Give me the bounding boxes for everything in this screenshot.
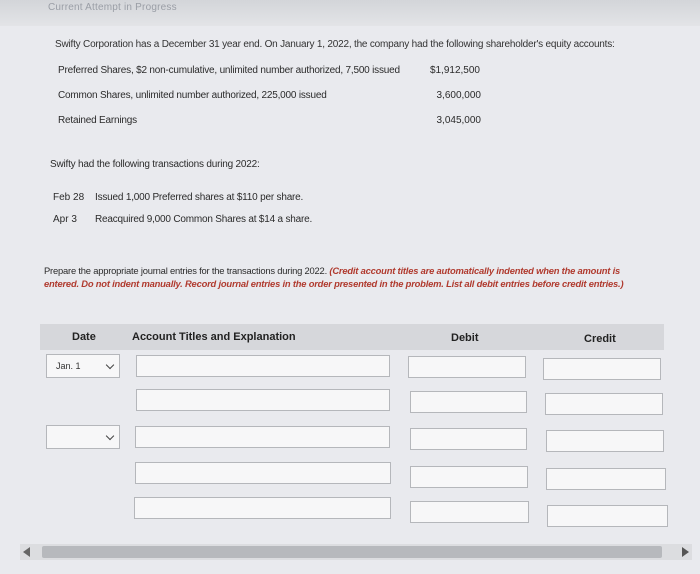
equity-label: Retained Earnings xyxy=(58,115,137,126)
account-title-input[interactable] xyxy=(135,462,391,484)
equity-row xyxy=(58,115,488,140)
column-header-account: Account Titles and Explanation xyxy=(132,331,296,343)
transaction-description: Issued 1,000 Preferred shares at $110 per share. xyxy=(95,192,304,203)
equity-amount: $1,912,500 xyxy=(429,65,480,76)
problem-intro: Swifty Corporation has a December 31 year end. On January 1, 2022, the company had the following shareholder's equity accounts: xyxy=(55,39,615,50)
equity-row xyxy=(58,90,488,115)
transaction-date: Feb 28 xyxy=(53,192,85,203)
date-select[interactable] xyxy=(46,354,120,378)
arrow-right-icon[interactable] xyxy=(682,547,689,557)
instructions-emphasis: (Credit account titles are automatically indented when the amount is entered. Do not indent manually. Record journal entries in the order presented in the problem. List all debit entries before credit entries.) xyxy=(44,265,624,289)
credit-input[interactable] xyxy=(545,393,663,415)
column-header-debit: Debit xyxy=(451,332,479,344)
debit-input[interactable] xyxy=(410,428,527,450)
attempt-status-text: Current Attempt in Progress xyxy=(48,2,177,13)
column-header-credit: Credit xyxy=(584,333,616,345)
attempt-status-bar xyxy=(0,0,700,26)
debit-input[interactable] xyxy=(410,501,529,523)
account-title-input[interactable] xyxy=(136,355,390,377)
instructions xyxy=(44,264,644,290)
column-header-date: Date xyxy=(72,331,96,343)
account-title-input[interactable] xyxy=(136,389,390,411)
transaction-row xyxy=(53,192,353,214)
debit-input[interactable] xyxy=(410,466,528,488)
account-title-input[interactable] xyxy=(134,497,391,519)
chevron-down-icon xyxy=(106,432,114,440)
debit-input[interactable] xyxy=(410,391,527,413)
date-select-value: Jan. 1 xyxy=(56,361,81,371)
equity-label: Preferred Shares, $2 non-cumulative, unlimited number authorized, 7,500 issued xyxy=(58,65,400,76)
equity-label: Common Shares, unlimited number authorized, 225,000 issued xyxy=(58,90,327,101)
equity-accounts xyxy=(58,65,488,140)
transaction-description: Reacquired 9,000 Common Shares at $14 a share. xyxy=(95,214,313,225)
credit-input[interactable] xyxy=(547,505,668,527)
credit-input[interactable] xyxy=(546,468,666,490)
instructions-text: Prepare the appropriate journal entries for the transactions during 2022. xyxy=(44,265,330,276)
transaction-row xyxy=(53,214,353,236)
debit-input[interactable] xyxy=(408,356,526,378)
transactions-intro: Swifty had the following transactions during 2022: xyxy=(50,159,260,170)
account-title-input[interactable] xyxy=(135,426,390,448)
transaction-date: Apr 3 xyxy=(53,214,77,225)
date-select[interactable] xyxy=(46,425,120,449)
equity-row xyxy=(58,65,488,90)
horizontal-scrollbar[interactable] xyxy=(20,544,692,560)
arrow-left-icon[interactable] xyxy=(23,547,30,557)
scrollbar-thumb[interactable] xyxy=(42,546,662,558)
equity-amount: 3,600,000 xyxy=(436,90,481,101)
equity-amount: 3,045,000 xyxy=(436,115,481,126)
transactions-list xyxy=(53,192,353,236)
journal-header xyxy=(40,324,664,350)
chevron-down-icon xyxy=(106,361,114,369)
credit-input[interactable] xyxy=(546,430,664,452)
credit-input[interactable] xyxy=(543,358,661,380)
